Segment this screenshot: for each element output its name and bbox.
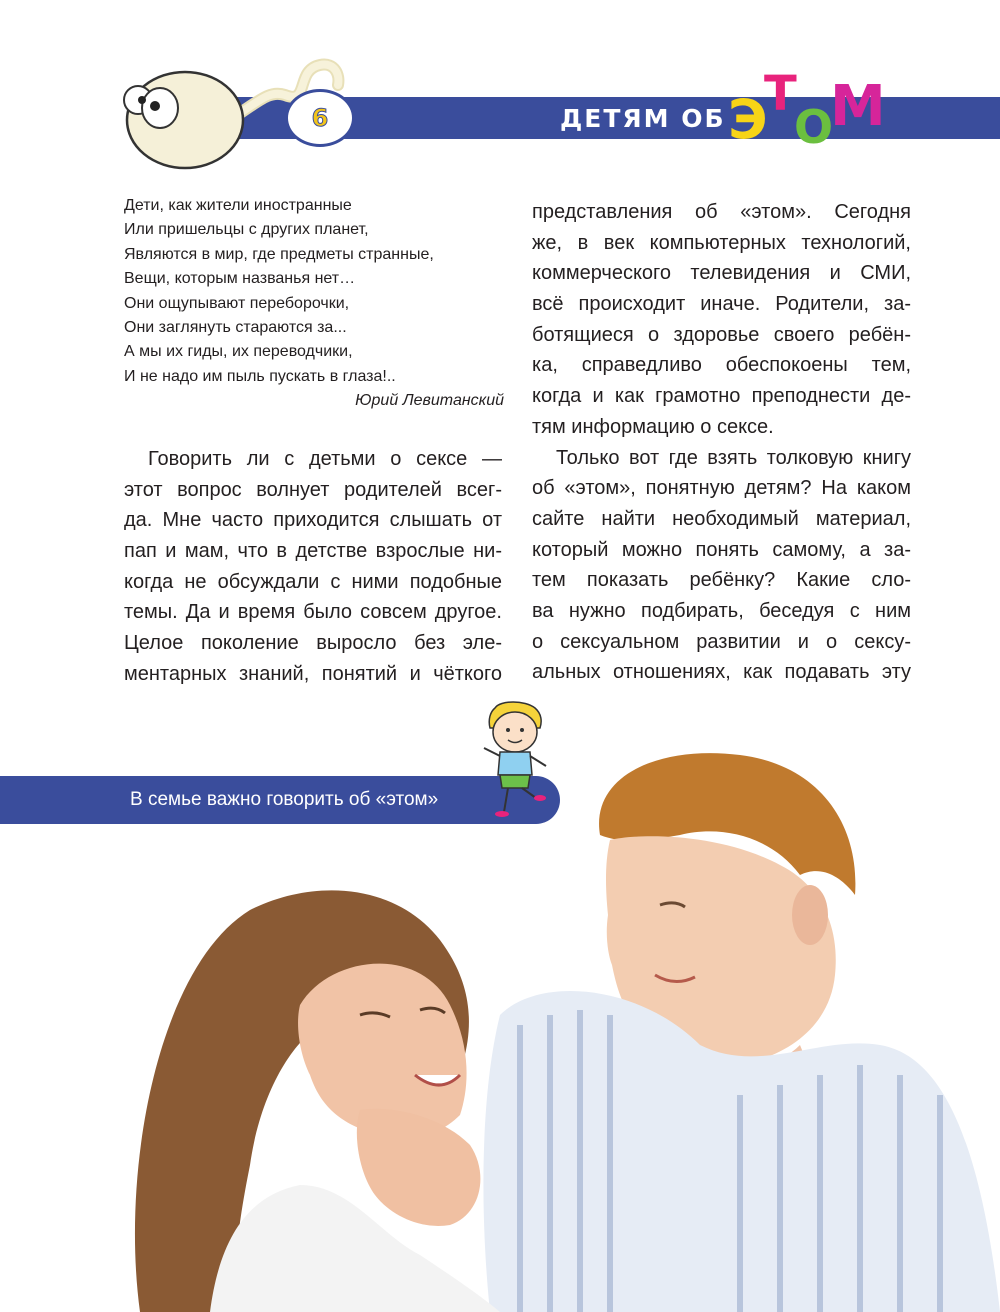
text-line: Только вот где взять толковую книгу — [556, 446, 911, 469]
poem-line: Они ощупывают переборочки, — [124, 294, 350, 312]
poem-line: Являются в мир, где предметы странные, — [124, 245, 434, 263]
text-line: Целое поколение выросло без эле- — [124, 632, 502, 655]
logo-etom — [728, 66, 888, 152]
text-line: тям информацию о сексе. — [532, 415, 774, 438]
text-line: коммерческого телевидения и СМИ, — [532, 262, 911, 285]
text-line: представления об «этом». Сегодня — [532, 201, 911, 223]
text-line: о сексуальном развитии и о сексу- — [532, 630, 911, 653]
text-line: когда не обсуждали с ними подобные — [124, 570, 502, 593]
text-line: пап и мам, что в детстве взрослые ни- — [124, 540, 502, 563]
poem-line: Вещи, которым названья нет… — [124, 270, 356, 288]
logo-letter-o: О — [794, 100, 834, 154]
header-title: ДЕТЯМ ОБ — [560, 104, 726, 133]
cartoon-boy-icon — [470, 700, 560, 822]
text-line: ботящиеся о здоровье своего ребён- — [532, 323, 911, 346]
poem-line: Дети, как жители иностранные — [124, 197, 352, 214]
body-right-column — [532, 197, 911, 688]
text-line: Говорить ли с детьми о сексе — — [148, 448, 502, 470]
poem-line: Или пришельцы с других планет, — [124, 221, 369, 239]
text-line: ва нужно подбирать, беседуя с ним — [532, 599, 911, 622]
text-line: этот вопрос волнует родителей всег- — [124, 478, 502, 501]
poem-line: А мы их гиды, их переводчики, — [124, 343, 353, 361]
photo-caption: В семье важно говорить об «этом» — [130, 789, 439, 810]
poem-line: И не надо им пыль пускать в глаза!.. — [124, 367, 396, 385]
text-line: об «этом», понятную детям? На каком — [532, 477, 911, 500]
text-line: тем показать ребёнку? Какие сло- — [532, 569, 911, 592]
logo-letter-e: Э — [728, 88, 768, 151]
text-line: да. Мне часто приходится слышать от — [124, 509, 502, 532]
logo-letter-t: Т — [764, 66, 797, 122]
logo-letter-m: М — [830, 74, 886, 139]
body-left-column — [124, 444, 502, 690]
text-line: ка, справедливо обеспокоены тем, — [532, 354, 911, 377]
poem-author: Юрий Левитанский — [355, 392, 504, 410]
epigraph-poem — [124, 194, 504, 414]
text-line: ментарных знаний, понятий и чёткого — [124, 662, 502, 685]
text-line: когда и как грамотно преподнести де- — [532, 385, 911, 408]
text-line: темы. Да и время было совсем другое. — [124, 601, 502, 624]
text-line: который можно понять самому, а за- — [532, 538, 911, 561]
text-line: альных отношениях, как подавать эту — [532, 661, 911, 684]
poem-line: Они заглянуть стараются за... — [124, 319, 347, 337]
page-number: 6 — [285, 89, 355, 147]
text-line: сайте найти необходимый материал, — [532, 507, 911, 530]
text-line: всё происходит иначе. Родители, за- — [532, 293, 911, 316]
text-line: же, в век компьютерных технологий, — [532, 231, 911, 254]
